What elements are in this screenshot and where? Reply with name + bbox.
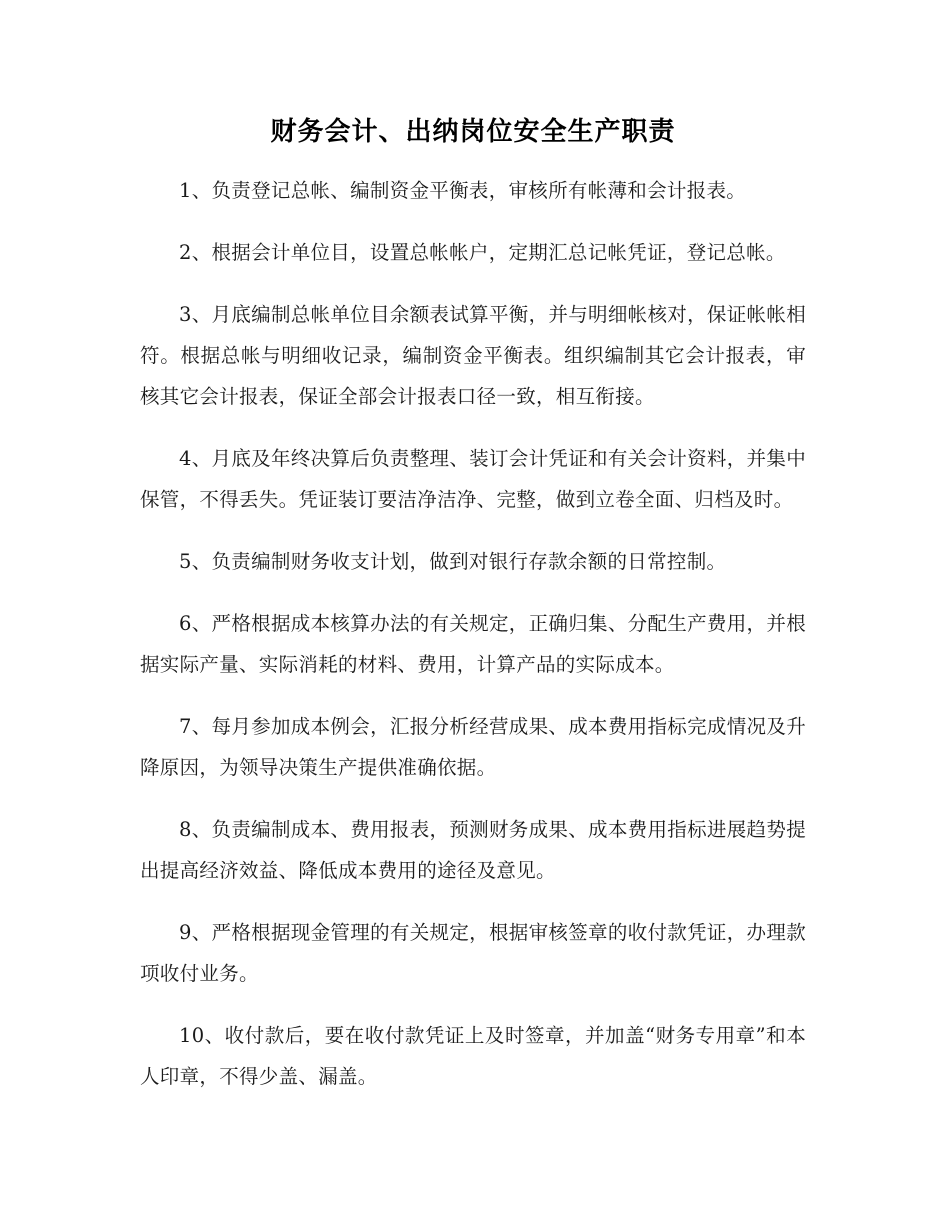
paragraph-8: 8、负责编制成本、费用报表，预测财务成果、成本费用指标进展趋势提出提高经济效益、降低成本费用的途径及意见。 xyxy=(140,818,806,882)
paragraph-4: 4、月底及年终决算后负责整理、装订会计凭证和有关会计资料，并集中保管，不得丢失。凭证装订要洁净洁净、完整，做到立卷全面、归档及时。 xyxy=(140,447,806,511)
paragraph-9: 9、严格根据现金管理的有关规定，根据审核签章的收付款凭证，办理款项收付业务。 xyxy=(140,921,806,985)
paragraph-3: 3、月底编制总帐单位目余额表试算平衡，并与明细帐核对，保证帐帐相符。根据总帐与明细收记录，编制资金平衡表。组织编制其它会计报表，审核其它会计报表，保证全部会计报表口径一致，相互衔接。 xyxy=(140,303,806,408)
paragraph-7: 7、每月参加成本例会，汇报分析经营成果、成本费用指标完成情况及升降原因，为领导决策生产提供准确依据。 xyxy=(140,715,806,779)
paragraph-2: 2、根据会计单位目，设置总帐帐户，定期汇总记帐凭证，登记总帐。 xyxy=(179,241,786,264)
paragraph-5: 5、负责编制财务收支计划，做到对银行存款余额的日常控制。 xyxy=(179,550,727,573)
paragraph-10: 10、收付款后，要在收付款凭证上及时签章，并加盖“财务专用章”和本人印章，不得少盖、漏盖。 xyxy=(140,1024,806,1088)
document-title: 财务会计、出纳岗位安全生产职责 xyxy=(270,117,676,147)
paragraph-1: 1、负责登记总帐、编制资金平衡表，审核所有帐薄和会计报表。 xyxy=(179,179,747,202)
paragraph-6: 6、严格根据成本核算办法的有关规定，正确归集、分配生产费用，并根据实际产量、实际消耗的材料、费用，计算产品的实际成本。 xyxy=(140,612,806,676)
